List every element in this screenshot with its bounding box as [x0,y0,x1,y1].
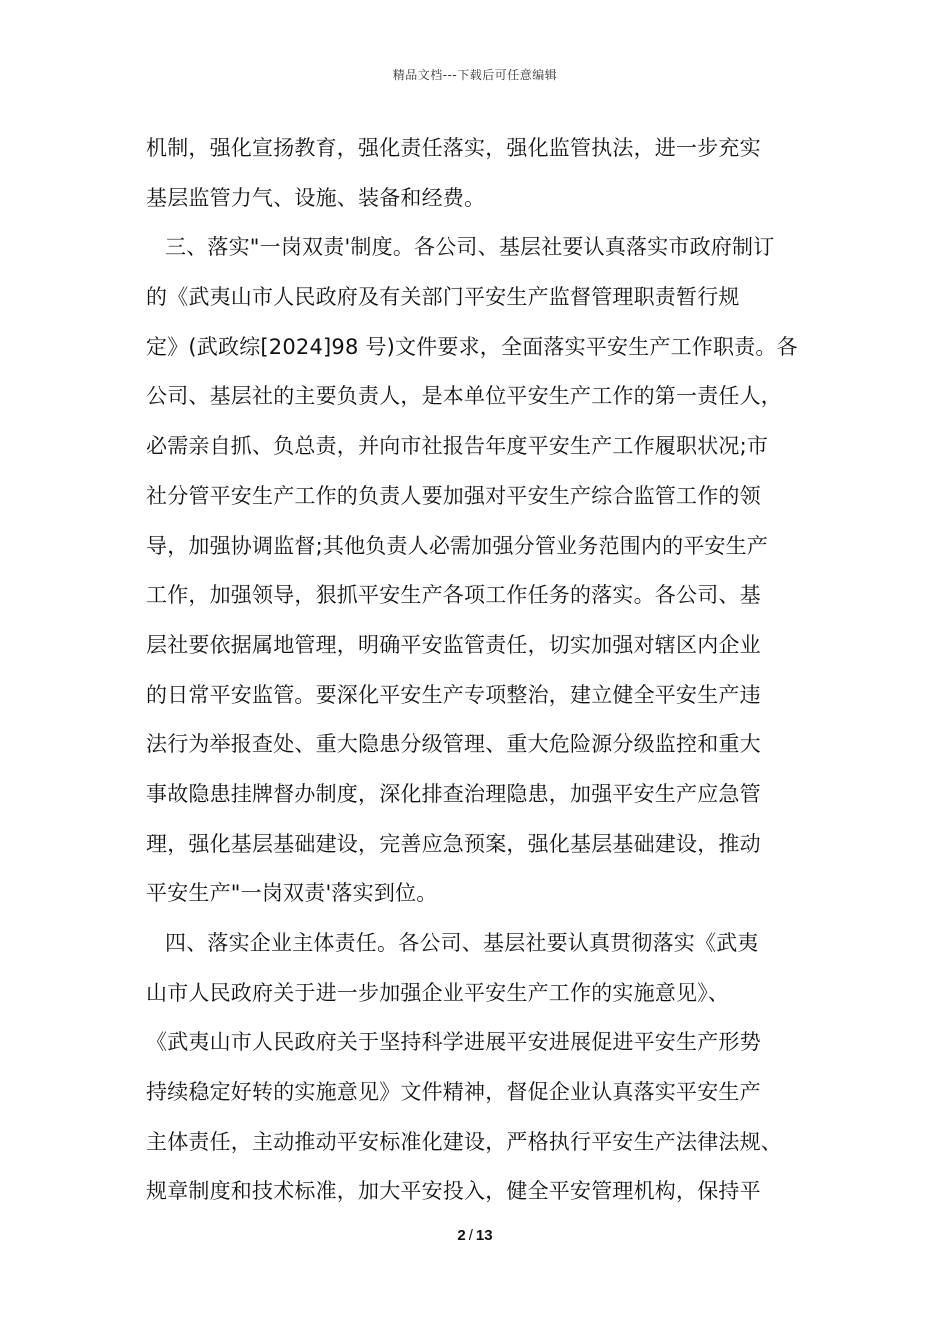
text-line: 基层监管力气、设施、装备和经费。 [146,185,486,210]
text-line: 定》(武政综[2024]98 号)文件要求，全面落实平安生产工作职责。各 [146,334,798,359]
page-number [0,1227,950,1244]
document-body [146,126,836,1219]
text-line: 社分管平安生产工作的负责人要加强对平安生产综合监管工作的领 [146,483,761,508]
current-page: 2 [457,1227,466,1244]
text-line: 山市人民政府关于进一步加强企业平安生产工作的实施意见》、 [146,980,730,1005]
text-line: 的《武夷山市人民政府及有关部门平安生产监督管理职责暂行规 [146,285,740,310]
text-line: 公司、基层社的主要负责人，是本单位平安生产工作的第一责任人， [146,384,782,409]
text-line: 平安生产"一岗双责'落实到位。 [146,881,438,906]
page-separator: / [468,1227,473,1244]
text-line: 导，加强协调监督;其他负责人必需加强分管业务范围内的平安生产 [146,533,769,558]
text-line: 事故隐患挂牌督办制度，深化排查治理隐患，加强平安生产应急管 [146,781,761,806]
header-text: 精品文档---下载后可任意编辑 [392,68,558,82]
text-line: 必需亲自抓、负总责，并向市社报告年度平安生产工作履职状况;市 [146,434,769,459]
text-line: 工作，加强领导，狠抓平安生产各项工作任务的落实。各公司、基 [146,583,761,608]
text-line: 层社要依据属地管理，明确平安监管责任，切实加强对辖区内企业 [146,632,761,657]
page-header [0,66,950,83]
text-line: 理，强化基层基础建设，完善应急预案，强化基层基础建设，推动 [146,831,761,856]
text-line: 主体责任，主动推动平安标准化建设，严格执行平安生产法律法规、 [146,1129,782,1154]
text-line: 持续稳定好转的实施意见》文件精神，督促企业认真落实平安生产 [146,1080,761,1105]
text-line: 《武夷山市人民政府关于坚持科学进展平安进展促进平安生产形势 [146,1030,761,1055]
total-pages: 13 [475,1227,493,1244]
text-line: 法行为举报查处、重大隐患分级管理、重大危险源分级监控和重大 [146,732,761,757]
text-line: 规章制度和技术标准，加大平安投入，健全平安管理机构，保持平 [146,1179,761,1204]
text-line: 的日常平安监管。要深化平安生产专项整治，建立健全平安生产违 [146,682,761,707]
text-line-section-three-start: 三、落实"一岗双责'制度。各公司、基层社要认真落实市政府制订 [165,235,775,260]
text-line-section-four-start: 四、落实企业主体责任。各公司、基层社要认真贯彻落实《武夷 [165,931,759,955]
text-line: 机制，强化宣扬教育，强化责任落实，强化监管执法，进一步充实 [146,136,761,160]
